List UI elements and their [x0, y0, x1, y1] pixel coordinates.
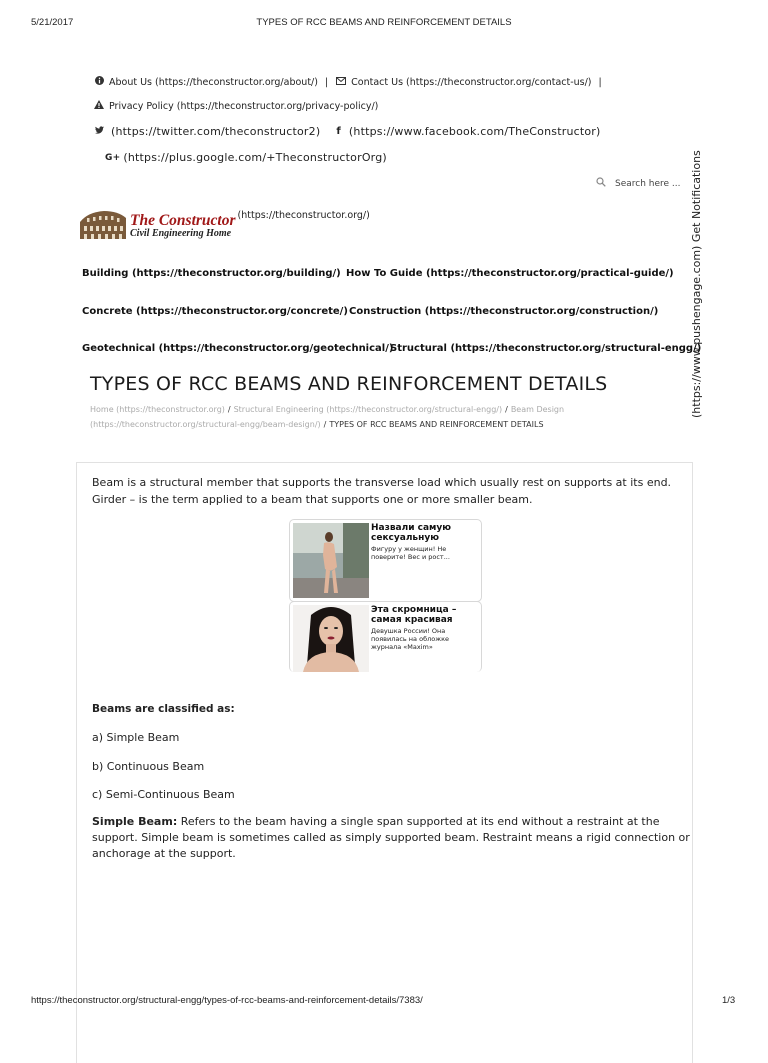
ad-card-2[interactable]	[289, 601, 482, 672]
privacy-link[interactable]: Privacy Policy (https://theconstructor.org/privacy-policy/)	[109, 100, 379, 112]
breadcrumb-sep: /	[227, 405, 231, 414]
breadcrumb-sep: /	[323, 420, 327, 429]
mail-icon	[335, 77, 347, 88]
site-logo[interactable]	[78, 208, 370, 244]
nav-concrete[interactable]: Concrete (https://theconstructor.org/concrete/)	[82, 306, 348, 317]
ad-title-1: Назвали самую сексуальную	[371, 523, 452, 544]
beam-type-semi-continuous: c) Semi-Continuous Beam	[92, 788, 235, 801]
breadcrumb-current: TYPES OF RCC BEAMS AND REINFORCEMENT DETAILS	[329, 420, 544, 429]
breadcrumb-line2	[90, 420, 544, 429]
simple-beam-line-1	[92, 815, 660, 828]
nav-structural[interactable]: Structural (https://theconstructor.org/structural-engg/)	[390, 343, 702, 354]
print-footer-url: https://theconstructor.org/structural-engg/types-of-rcc-beams-and-reinforcement-details/7383/	[31, 995, 423, 1006]
ad-title-2: Эта скромница – самая красивая	[371, 605, 457, 626]
breadcrumb-beam-design[interactable]: Beam Design	[510, 405, 565, 414]
ad-image-2	[293, 605, 369, 672]
separator: |	[324, 76, 329, 88]
search-box[interactable]	[596, 177, 681, 190]
logo-name: The Constructor	[130, 211, 236, 229]
colosseum-logo-icon	[78, 208, 128, 244]
nav-how-to-guide[interactable]: How To Guide (https://theconstructor.org/practical-guide/)	[346, 268, 674, 279]
google-row	[105, 151, 387, 164]
separator: |	[598, 76, 602, 88]
simple-beam-text-1: Refers to the beam having a single span supported at its end without a restraint at the	[177, 815, 660, 828]
about-link[interactable]: About Us (https://theconstructor.org/about/)	[109, 76, 318, 88]
logo-text	[130, 213, 236, 240]
twitter-link[interactable]: (https://twitter.com/theconstructor2)	[111, 125, 321, 138]
notifications-link[interactable]: (https://www.pushengage.com) Get Notifications	[690, 150, 703, 418]
nav-construction[interactable]: Construction (https://theconstructor.org/construction/)	[349, 306, 659, 317]
ad-image-1	[293, 523, 369, 598]
logo-tagline: Civil Engineering Home	[130, 228, 232, 240]
nav-geotechnical[interactable]: Geotechnical (https://theconstructor.org/geotechnical/)	[82, 343, 394, 354]
logo-url[interactable]: (https://theconstructor.org/)	[237, 210, 370, 221]
page-title: TYPES OF RCC BEAMS AND REINFORCEMENT DETAILS	[90, 373, 608, 395]
beam-type-continuous: b) Continuous Beam	[92, 760, 205, 773]
breadcrumb-sep: /	[505, 405, 508, 414]
search-icon	[596, 177, 606, 190]
contact-link[interactable]: Contact Us (https://theconstructor.org/contact-us/)	[351, 76, 592, 88]
simple-beam-line-2: support. Simple beam is sometimes called as simply supported beam. Restraint means a rigid connection or	[92, 831, 690, 844]
google-link[interactable]: (https://plus.google.com/+TheconstructorOrg)	[123, 151, 387, 164]
simple-beam-line-3: anchorage at the support.	[92, 847, 236, 860]
privacy-row	[93, 100, 378, 112]
breadcrumb-beam-design-url[interactable]: (https://theconstructor.org/structural-engg/beam-design/)	[90, 420, 321, 429]
breadcrumb-structural[interactable]: Structural Engineering (https://theconstructor.org/structural-engg/)	[233, 405, 503, 414]
print-title: TYPES OF RCC BEAMS AND REINFORCEMENT DETAILS	[256, 17, 512, 28]
top-links-row	[93, 76, 602, 88]
social-row	[95, 125, 601, 138]
ad-body-1: Фигуру у женщин! Не поверите! Вес и рост...	[371, 545, 450, 561]
warning-icon	[93, 100, 105, 112]
breadcrumb-home[interactable]: Home (https://theconstructor.org)	[90, 405, 225, 414]
breadcrumb	[90, 405, 564, 414]
facebook-icon: f	[336, 126, 341, 137]
google-plus-icon: G+	[105, 152, 121, 163]
ad-card-1[interactable]	[289, 519, 482, 602]
simple-beam-label: Simple Beam:	[92, 815, 178, 828]
beam-type-simple: a) Simple Beam	[92, 731, 180, 744]
ad-body-2: Девушка России! Она появилась на обложке журнала «Maxim»	[371, 627, 449, 651]
print-date: 5/21/2017	[31, 17, 74, 28]
info-icon	[93, 76, 105, 88]
intro-line-1: Beam is a structural member that supports the transverse load which usually rest on supports at its end.	[92, 476, 672, 489]
twitter-icon	[95, 126, 104, 137]
intro-line-2: Girder – is the term applied to a beam that supports one or more smaller beam.	[92, 493, 533, 506]
nav-building[interactable]: Building (https://theconstructor.org/building/)	[82, 268, 341, 279]
classified-heading: Beams are classified as:	[92, 703, 235, 715]
facebook-link[interactable]: (https://www.facebook.com/TheConstructor)	[348, 125, 601, 138]
print-footer-page: 1/3	[722, 995, 736, 1006]
search-input[interactable]: Search here ...	[615, 178, 681, 189]
